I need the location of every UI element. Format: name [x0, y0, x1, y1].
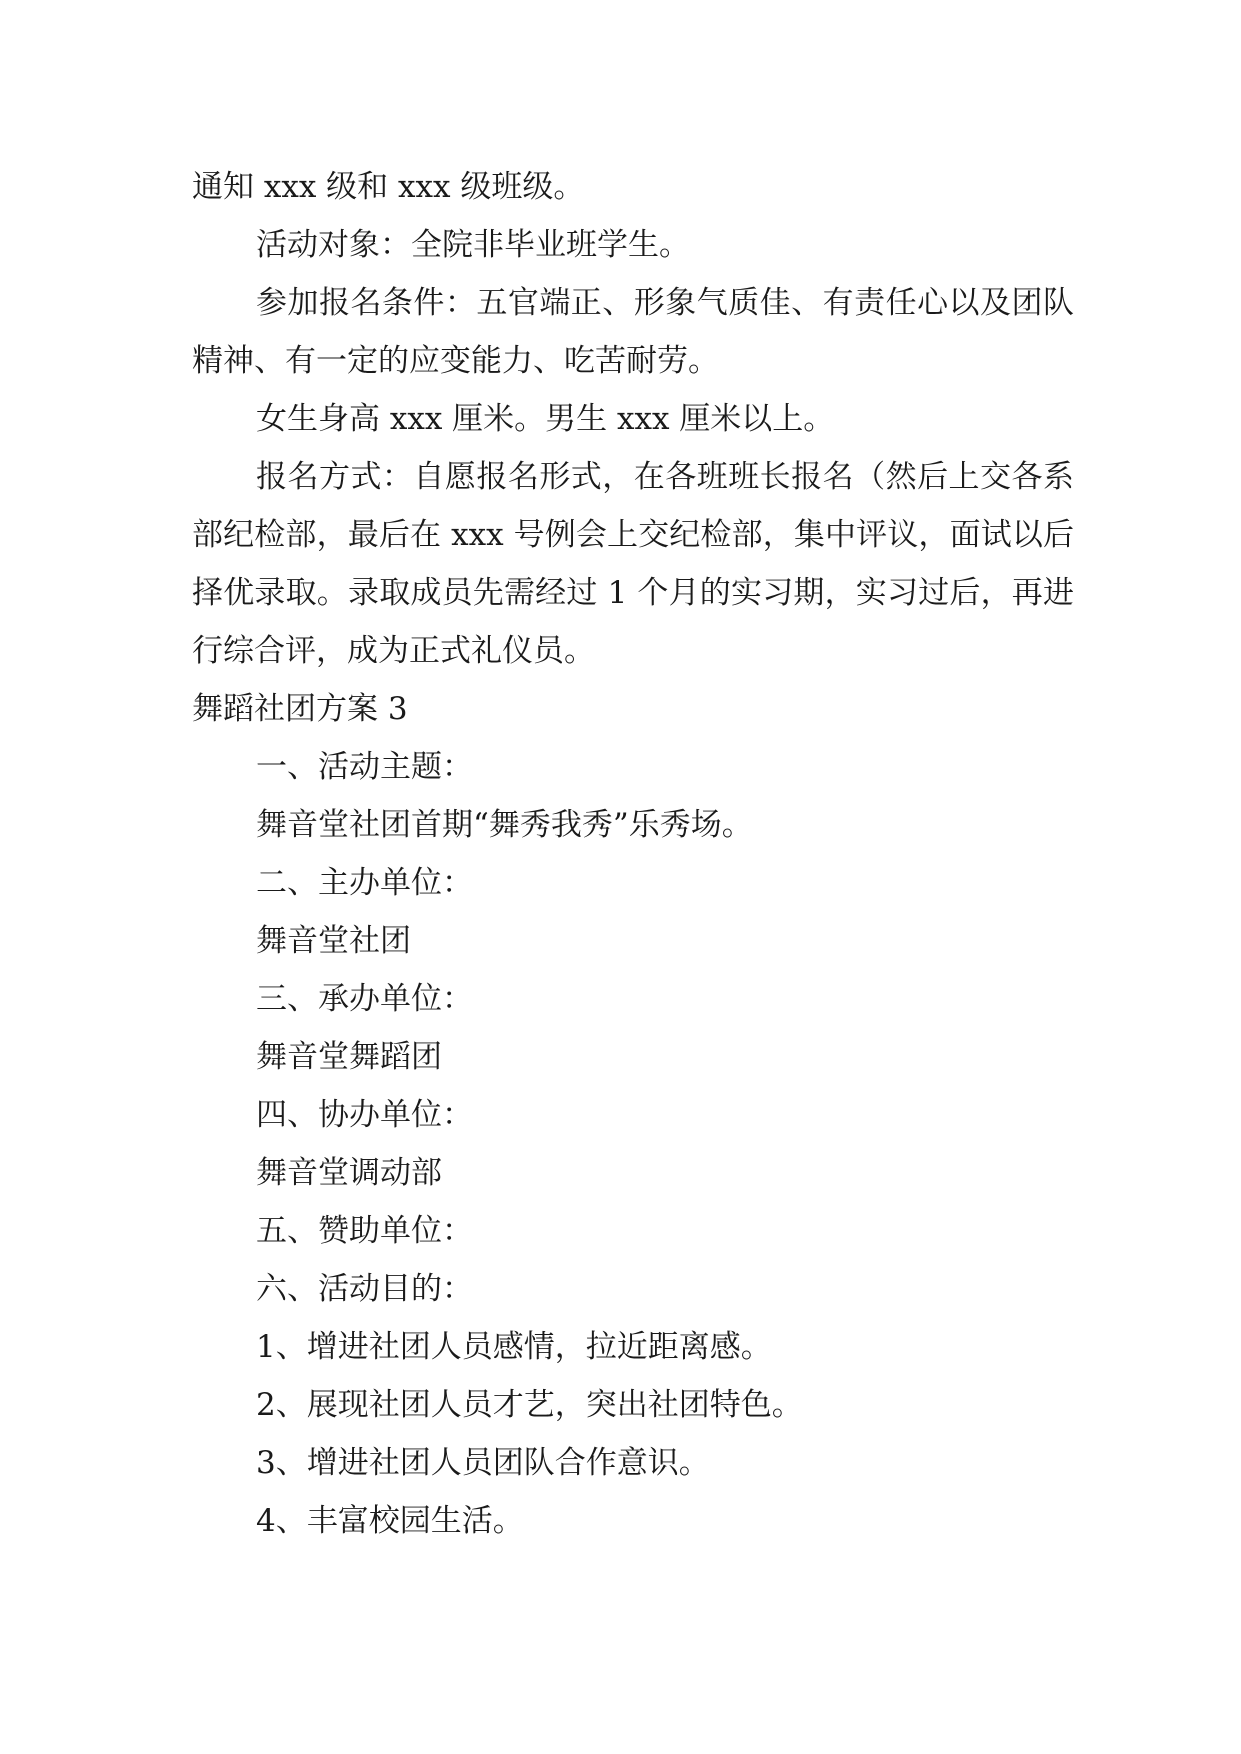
paragraph-notice: 通知 xxx 级和 xxx 级班级。 — [192, 169, 585, 205]
list-item: 1、增进社团人员感情，拉近距离感。 — [256, 1329, 772, 1365]
list-item: 一、活动主题： — [256, 749, 473, 785]
paragraph-target: 活动对象：全院非毕业班学生。 — [256, 227, 690, 263]
list-item: 2、展现社团人员才艺，突出社团特色。 — [256, 1387, 803, 1423]
list-item: 三、承办单位： — [256, 981, 473, 1017]
list-item: 五、赞助单位： — [256, 1213, 473, 1249]
list-item: 二、主办单位： — [256, 865, 473, 901]
paragraph-signup: 报名方式：自愿报名形式，在各班班长报名（然后上交各系部纪检部，最后在 xxx 号例会上交纪检部，集中评议，面试以后择优录取。录取成员先需经过 1 个月的实习期，实习过后，再进行综合评，成为正式礼仪员。 — [192, 459, 1074, 669]
list-item: 四、协办单位： — [256, 1097, 473, 1133]
list-item: 4、丰富校园生活。 — [256, 1503, 524, 1539]
paragraph-height: 女生身高 xxx 厘米。男生 xxx 厘米以上。 — [256, 401, 835, 437]
list-item: 舞音堂舞蹈团 — [256, 1039, 442, 1075]
section-title: 舞蹈社团方案 3 — [192, 691, 408, 727]
list-item: 3、增进社团人员团队合作意识。 — [256, 1445, 710, 1481]
paragraph-conditions: 参加报名条件：五官端正、形象气质佳、有责任心以及团队精神、有一定的应变能力、吃苦耐劳。 — [192, 285, 1074, 379]
document-body — [192, 158, 1074, 1550]
list-item: 舞音堂社团 — [256, 923, 411, 959]
list-item: 六、活动目的： — [256, 1271, 473, 1307]
list-item: 舞音堂社团首期“舞秀我秀”乐秀场。 — [256, 807, 753, 843]
list-item: 舞音堂调动部 — [256, 1155, 442, 1191]
